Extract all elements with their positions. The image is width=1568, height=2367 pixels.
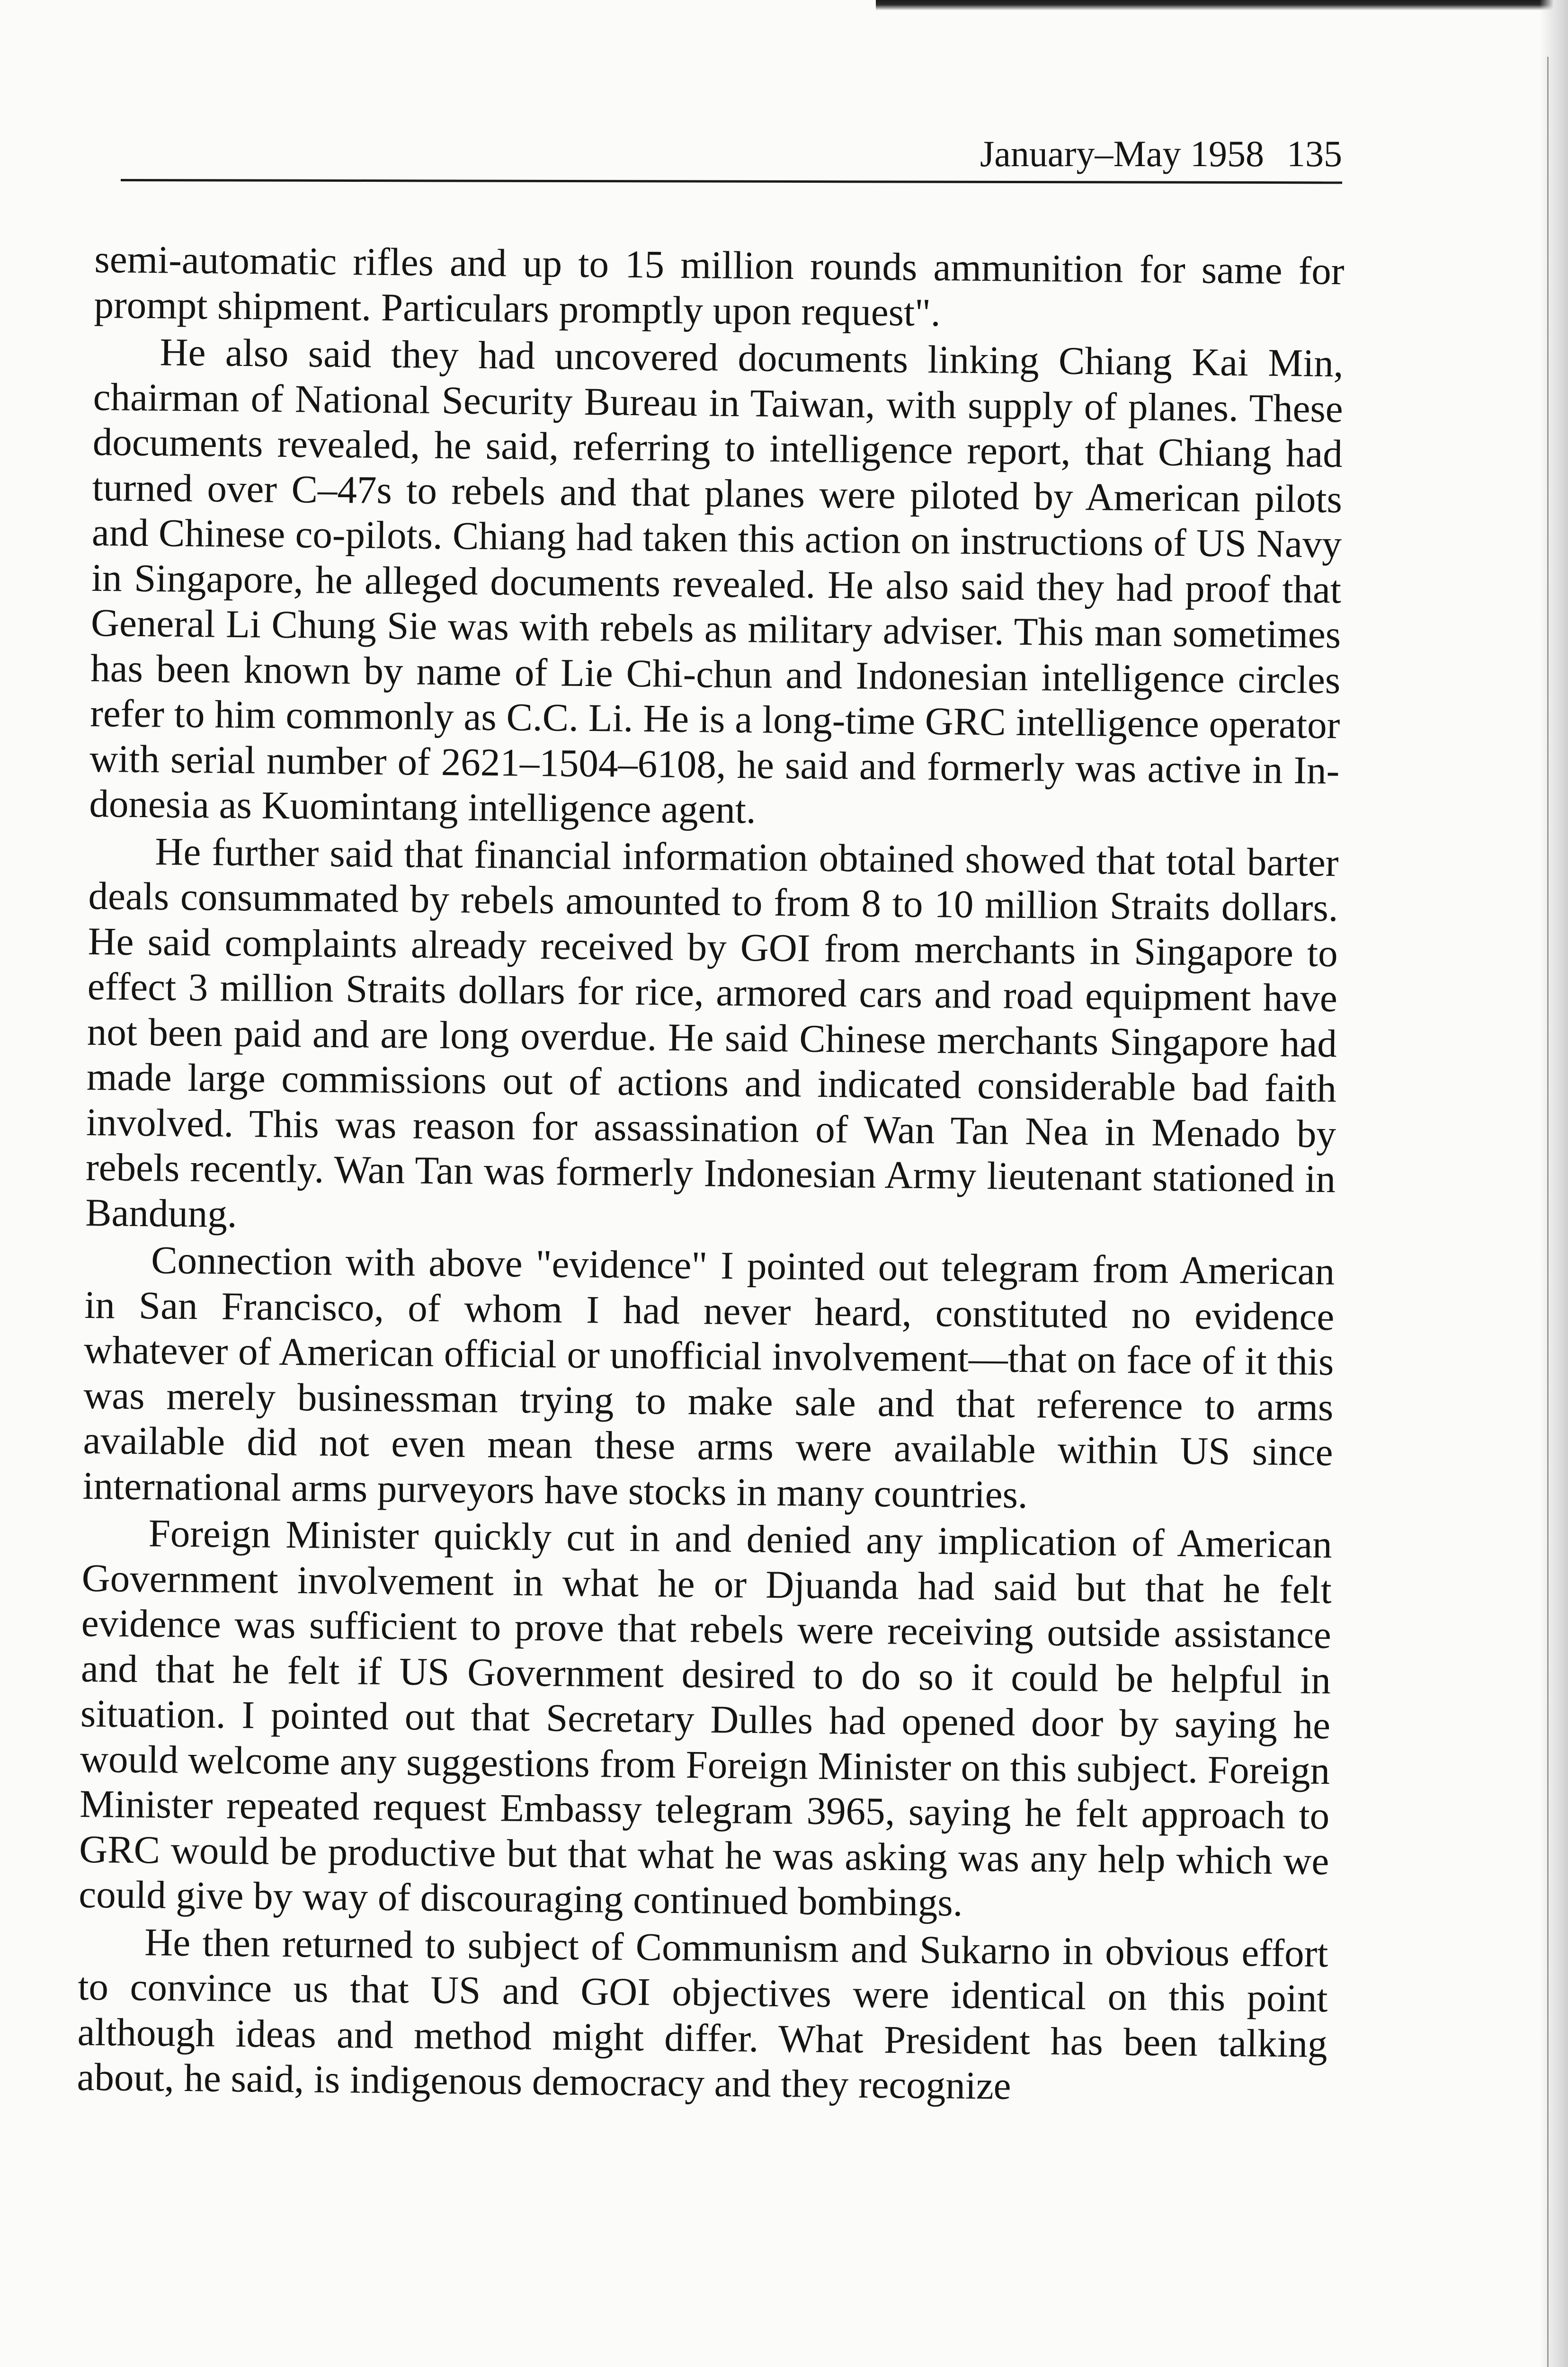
running-header [121,128,1342,180]
paragraph: Foreign Minister quickly cut in and denied any implication of American Government involvement in what he or Djuanda had said but that he felt evidence was sufficient to prove that rebels were receiving outside assistance and that he felt if US Government desired to do so it could be helpful in situation. I pointed out that Secretary Dulles had opened door by saying he would welcome any suggestions from Foreign Minister on this subject. Foreign Minister repeated request Embassy telegram 3965, saying he felt approach to GRC would be productive but that what he was asking was any help which we could give by way of discouraging continued bombings. [78,1511,1333,1924]
scan-edge-shadow [876,0,1568,10]
paragraph: He then returned to subject of Communism and Sukarno in obvious effort to convince us that US and GOI objectives were identical on this point although ideas and method might differ. What President has been talking about, he said, is indigenous democracy and they recognize [77,1920,1328,2108]
paragraph: He further said that financial information obtained showed that total barter deals consummated by rebels amounted to from 8 to 10 million Straits dollars. He said complaints already received by GOI from merchants in Singapore to effect 3 million Straits dollars for rice, armored cars and road equipment have not been paid and are long overdue. He said Chinese merchants Singapore had made large commissions out of actions and indicated considerable bad faith involved. This was reason for assassination of Wan Tan Nea in Menado by rebels recently. Wan Tan was formerly Indonesian Army lieutenant stationed in Bandung. [85,829,1339,1236]
body-text [77,237,1345,2112]
scan-gutter-line [1547,57,1549,2367]
page-number: 135 [1287,133,1342,174]
scan-gutter-shadow [1540,0,1568,2367]
paragraph-continuation: semi-automatic rifles and up to 15 million rounds ammunition for same for prompt shipment. Particulars promptly upon request". [94,237,1345,334]
running-title: January–May 1958 [980,133,1264,174]
paragraph: Connection with above "evidence" I pointed out telegram from American in San Francisco, of whom I had never heard, constituted no evidence whatever of American official or unofficial involvement—that on face of it this was merely businessman trying to make sale and that reference to arms available did not even mean these arms were available within US since international arms purveyors have stocks in many countries. [82,1238,1335,1516]
paragraph: He also said they had uncovered documents linking Chiang Kai Min, chairman of National Security Bureau in Taiwan, with supply of planes. These documents revealed, he said, referring to intelligence report, that Chiang had turned over C–47s to rebels and that planes were piloted by American pilots and Chinese co-pilots. Chiang had taken this action on instructions of US Navy in Singapore, he alleged documents revealed. He also said they had proof that General Li Chung Sie was with rebels as military adviser. This man sometimes has been known by name of Lie Chi-chun and Indonesian intelligence circles refer to him commonly as C.C. Li. He is a long-time GRC intelligence operator with serial number of 2621–1504–6108, he said and formerly was active in Indonesia as Kuomintang intelligence agent. [89,330,1344,832]
